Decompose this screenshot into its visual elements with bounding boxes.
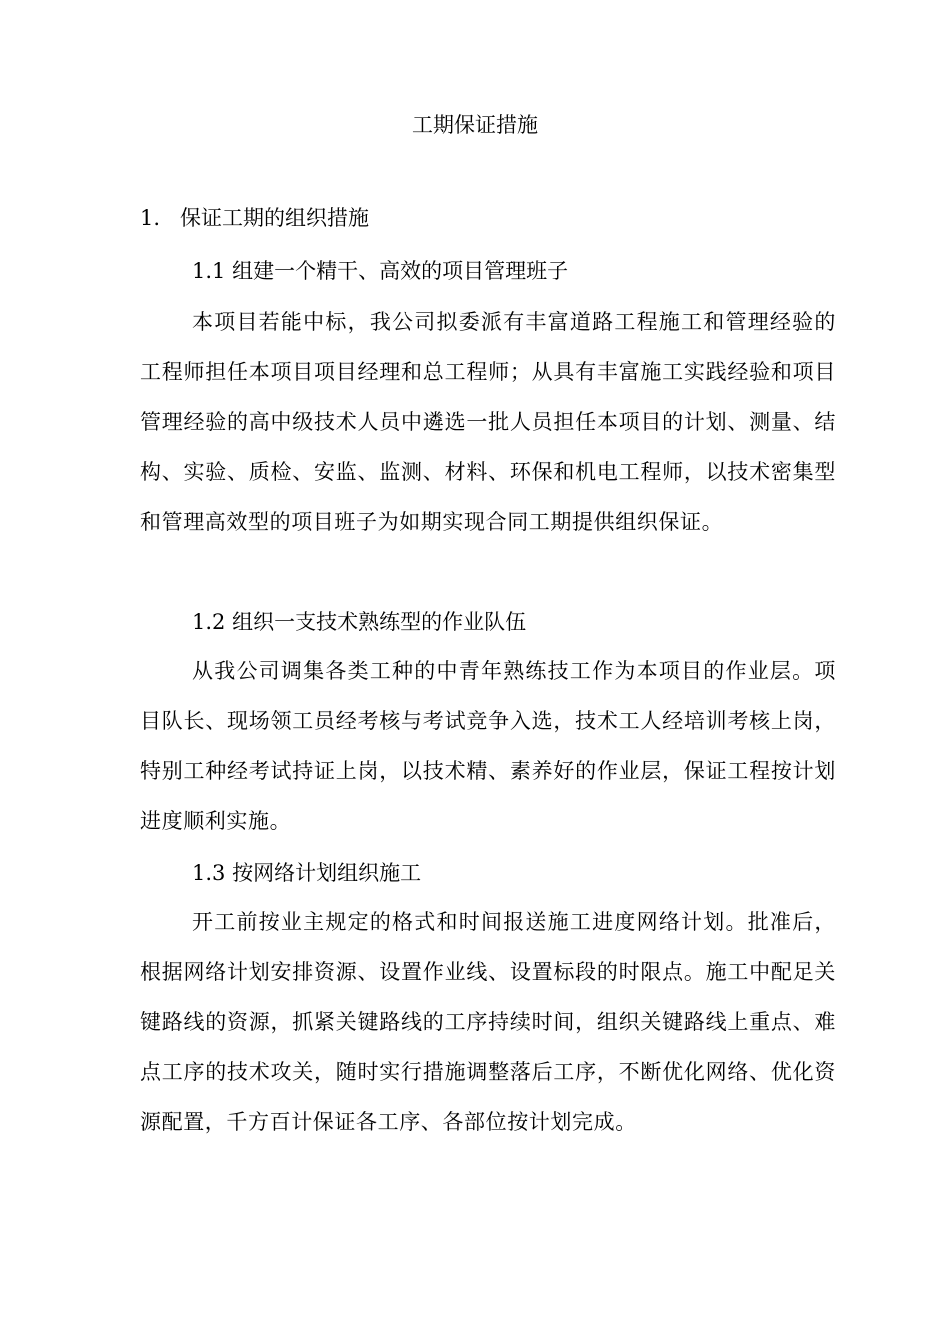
section-heading-text: 保证工期的组织措施 xyxy=(180,206,369,230)
section-heading-1 xyxy=(140,203,369,233)
paragraph-1-1: 本项目若能中标，我公司拟委派有丰富道路工程施工和管理经验的工程师担任本项目项目经理和总工程师；从具有丰富施工实践经验和项目管理经验的高中级技术人员中遴选一批人员担任本项目的计划、测量、结构、实验、质检、安监、监测、材料、环保和机电工程师，以技术密集型和管理高效型的项目班子为如期实现合同工期提供组织保证。 xyxy=(140,310,836,534)
section-number: 1. xyxy=(140,206,161,230)
subsection-heading-1-1: 1.1 组建一个精干、高效的项目管理班子 xyxy=(192,259,569,283)
paragraph-1-3: 开工前按业主规定的格式和时间报送施工进度网络计划。批准后，根据网络计划安排资源、设置作业线、设置标段的时限点。施工中配足关键路线的资源，抓紧关键路线的工序持续时间，组织关键路线上重点、难点工序的技术攻关，随时实行措施调整落后工序，不断优化网络、优化资源配置，千方百计保证各工序、各部位按计划完成。 xyxy=(140,910,836,1134)
subsection-heading-1-2: 1.2 组织一支技术熟练型的作业队伍 xyxy=(192,610,527,634)
document-title: 工期保证措施 xyxy=(412,113,538,137)
paragraph-1-2: 从我公司调集各类工种的中青年熟练技工作为本项目的作业层。项目队长、现场领工员经考核与考试竞争入选，技术工人经培训考核上岗，特别工种经考试持证上岗，以技术精、素养好的作业层，保证工程按计划进度顺利实施。 xyxy=(140,659,836,833)
subsection-heading-1-3: 1.3 按网络计划组织施工 xyxy=(192,861,422,885)
